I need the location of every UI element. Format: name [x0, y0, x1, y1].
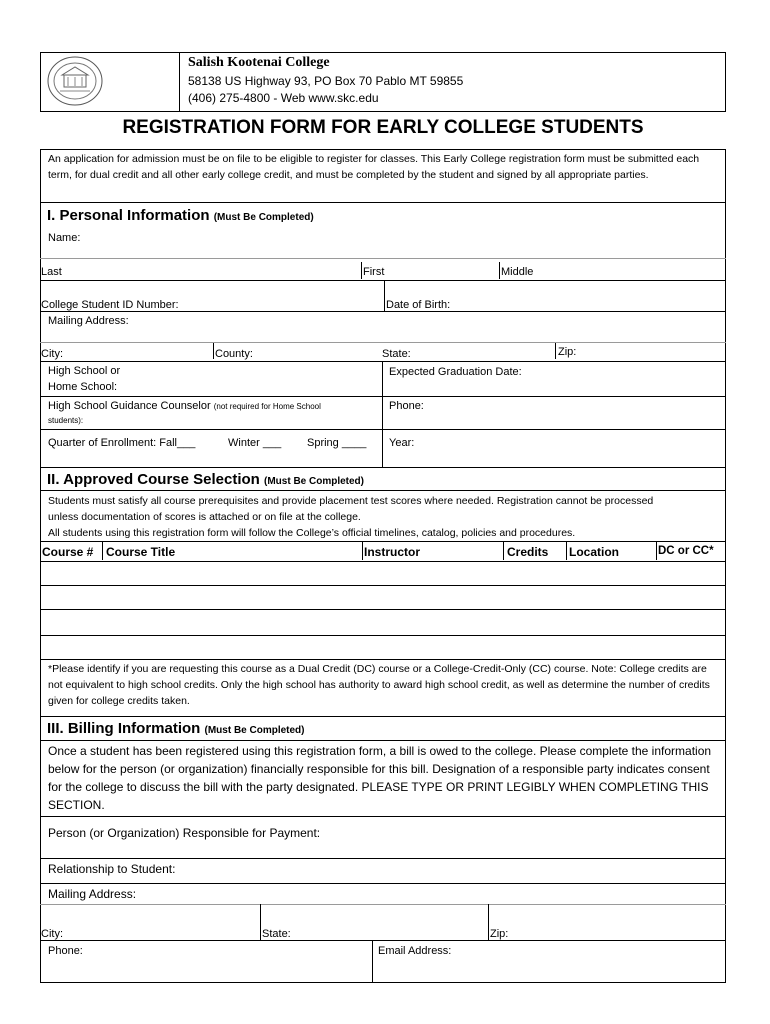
section-course-title: II. Approved Course Selection (Must Be Completed) — [47, 471, 364, 488]
col-instructor: Instructor — [364, 545, 421, 559]
last-name-label: Last — [41, 266, 62, 278]
billing-phone-label: Phone: — [48, 945, 83, 957]
dob-label: Date of Birth: — [386, 299, 451, 311]
billing-email-label: Email Address: — [378, 945, 452, 957]
course-rules-line-1: Students must satisfy all course prerequisites and provide placement test scores where needed. Registration cannot be processed — [48, 495, 654, 507]
counselor-phone-label: Phone: — [389, 400, 424, 412]
first-name-label: First — [363, 266, 385, 278]
middle-name-label: Middle — [501, 266, 534, 278]
college-name: Salish Kootenai College — [188, 55, 330, 70]
quarter-winter-label: Winter ___ — [228, 437, 282, 449]
responsible-party-label: Person (or Organization) Responsible for Payment: — [48, 826, 321, 840]
zip-label: Zip: — [558, 346, 577, 358]
section-billing-title: III. Billing Information (Must Be Completed) — [47, 720, 305, 737]
quarter-fall-label: Quarter of Enrollment: Fall___ — [48, 437, 196, 449]
section-personal-title: I. Personal Information (Must Be Completed) — [47, 207, 314, 224]
col-course-number: Course # — [42, 545, 94, 559]
counselor-label: High School Guidance Counselor (not required for Home School — [48, 400, 321, 412]
course-row[interactable] — [40, 609, 726, 635]
course-row[interactable] — [40, 585, 726, 609]
student-id-label: College Student ID Number: — [41, 299, 179, 311]
form-title: REGISTRATION FORM FOR EARLY COLLEGE STUDENTS — [122, 117, 644, 138]
county-label: County: — [215, 348, 253, 360]
mailing-address-label: Mailing Address: — [48, 315, 129, 327]
high-school-label-1: High School or — [48, 365, 121, 377]
col-dc-cc: DC or CC* — [658, 545, 714, 557]
billing-mailing-label: Mailing Address: — [48, 887, 137, 901]
counselor-note: students): — [48, 416, 84, 425]
city-label: City: — [41, 348, 63, 360]
course-row[interactable] — [40, 561, 726, 585]
header-divider — [179, 52, 180, 112]
college-address: 58138 US Highway 93, PO Box 70 Pablo MT 59855 — [188, 74, 464, 88]
col-location: Location — [569, 545, 619, 559]
name-label: Name: — [48, 232, 81, 244]
billing-state-label: State: — [262, 928, 291, 940]
billing-city-label: City: — [41, 928, 63, 940]
billing-zip-label: Zip: — [490, 928, 509, 940]
year-label: Year: — [389, 437, 415, 449]
college-contact: (406) 275-4800 - Web www.skc.edu — [188, 91, 379, 105]
course-rules-line-2: unless documentation of scores is attached or on file at the college. — [48, 511, 361, 523]
intro-text: An application for admission must be on file to be eligible to register for classes. This Early College registration form must be submitted each term, for dual credit and all other early college credit, and must be completed by the student and signed by all appropriate parties. — [48, 153, 700, 181]
graduation-date-label: Expected Graduation Date: — [389, 366, 522, 378]
college-seal-icon — [46, 55, 104, 107]
high-school-label-2: Home School: — [48, 381, 118, 393]
relationship-label: Relationship to Student: — [48, 862, 176, 876]
billing-text: Once a student has been registered using this registration form, a bill is owed to the college. Please complete the information below for the person (or organization) financially responsible for this bill. Designation of a responsible party indicates consent for the college to discuss the bill with the party designated. PLEASE TYPE OR PRINT LEGIBLY WHEN COMPLETING THIS SECTION. — [48, 744, 712, 812]
quarter-spring-label: Spring ____ — [307, 437, 367, 449]
course-row[interactable] — [40, 635, 726, 659]
col-credits: Credits — [507, 545, 549, 559]
col-course-title: Course Title — [106, 545, 176, 559]
dc-cc-note: *Please identify if you are requesting this course as a Dual Credit (DC) course or a College-Credit-Only (CC) course. Note: College credits are not equivalent to high school credits. Only the high school has authority to award high school credit, as well as determine the number of credits given for college credits taken. — [48, 663, 710, 707]
course-rules-line-3: All students using this registration form will follow the College’s official timelines, catalog, policies and procedures. — [48, 527, 576, 539]
state-label: State: — [382, 348, 411, 360]
